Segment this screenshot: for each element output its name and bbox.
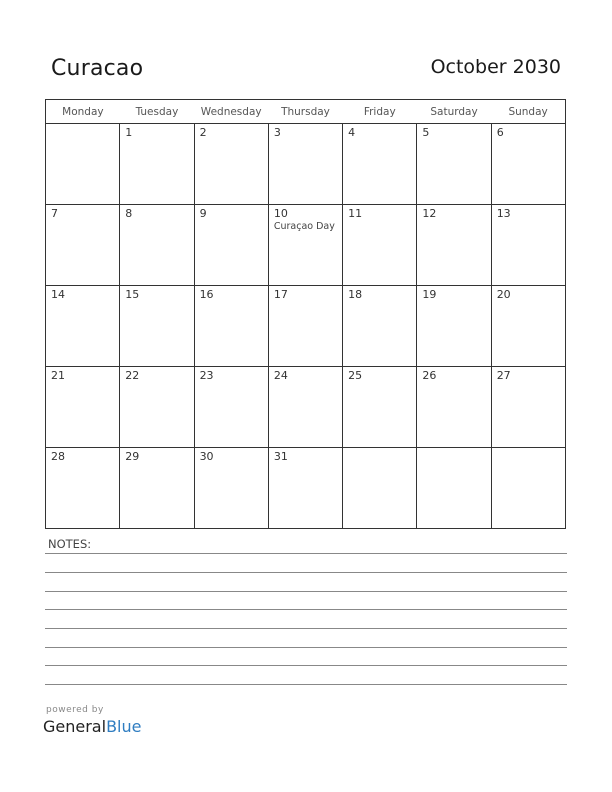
- day-cell: [194, 124, 268, 205]
- day-number: 7: [51, 207, 58, 220]
- calendar-country-title: Curacao: [51, 56, 144, 81]
- notes-line: [45, 665, 567, 666]
- weekday-friday: Friday: [343, 100, 417, 124]
- day-number: 28: [51, 450, 65, 463]
- brand-general: General: [43, 717, 107, 736]
- day-cell: [268, 448, 342, 529]
- day-number: 31: [273, 450, 288, 463]
- day-number: 6: [496, 126, 504, 139]
- day-number: 10: [273, 207, 288, 220]
- day-cell: [491, 367, 565, 448]
- generalblue-logo[interactable]: [43, 717, 141, 736]
- notes-line: [45, 591, 567, 592]
- day-cell: [120, 367, 194, 448]
- day-number: 3: [273, 126, 281, 139]
- week-row: [46, 124, 566, 205]
- calendar-month-title: October 2030: [430, 56, 561, 78]
- day-cell: [268, 205, 342, 286]
- day-cell: [194, 448, 268, 529]
- weekday-thursday: Thursday: [268, 100, 342, 124]
- day-cell: [194, 286, 268, 367]
- day-number: 19: [422, 288, 437, 301]
- day-cell: [417, 367, 491, 448]
- day-number: 15: [125, 288, 140, 301]
- notes-line: [45, 609, 567, 610]
- calendar-grid: [45, 99, 566, 529]
- day-cell: [120, 205, 194, 286]
- day-cell: [268, 286, 342, 367]
- day-cell: [417, 205, 491, 286]
- day-number: 23: [199, 369, 214, 382]
- day-cell: [491, 124, 565, 205]
- week-row: [46, 286, 566, 367]
- day-number: 14: [51, 288, 65, 301]
- day-number: 16: [199, 288, 214, 301]
- day-number: 22: [125, 369, 140, 382]
- day-cell: [120, 124, 194, 205]
- powered-by-text: powered by: [46, 705, 104, 715]
- day-number: 29: [125, 450, 140, 463]
- notes-label: NOTES:: [48, 537, 92, 551]
- weekday-saturday: Saturday: [417, 100, 491, 124]
- day-number: 20: [496, 288, 511, 301]
- day-cell: [120, 448, 194, 529]
- day-cell: [343, 124, 417, 205]
- weekday-monday: Monday: [46, 100, 120, 124]
- day-number: 17: [273, 288, 288, 301]
- day-number: 18: [348, 288, 363, 301]
- day-number: 8: [125, 207, 133, 220]
- day-number: 26: [422, 369, 437, 382]
- day-cell: [417, 286, 491, 367]
- day-number: 5: [422, 126, 430, 139]
- day-cell: [46, 205, 120, 286]
- day-cell: [46, 367, 120, 448]
- day-cell: [491, 205, 565, 286]
- notes-line: [45, 684, 567, 685]
- day-number: 1: [125, 126, 133, 139]
- day-number: 12: [422, 207, 437, 220]
- day-cell: [343, 448, 417, 529]
- day-number: 21: [51, 369, 65, 382]
- day-number: 30: [199, 450, 214, 463]
- day-cell: [268, 367, 342, 448]
- day-cell: [343, 286, 417, 367]
- day-cell: [417, 448, 491, 529]
- day-cell: [491, 448, 565, 529]
- day-number: 11: [348, 207, 363, 220]
- day-cell: [491, 286, 565, 367]
- day-cell: [120, 286, 194, 367]
- week-row: [46, 367, 566, 448]
- day-cell: [194, 205, 268, 286]
- weekday-wednesday: Wednesday: [194, 100, 268, 124]
- notes-line: [45, 553, 567, 554]
- day-number: 9: [199, 207, 207, 220]
- day-number: 2: [199, 126, 207, 139]
- day-cell: [343, 205, 417, 286]
- day-number: 4: [348, 126, 356, 139]
- day-cell: [46, 124, 120, 205]
- notes-line: [45, 647, 567, 648]
- day-cell: [268, 124, 342, 205]
- holiday-label: Curaçao Day: [273, 221, 335, 232]
- day-cell: [46, 286, 120, 367]
- day-cell: [194, 367, 268, 448]
- notes-line: [45, 572, 567, 573]
- weekday-tuesday: Tuesday: [120, 100, 194, 124]
- day-cell: [46, 448, 120, 529]
- week-row: [46, 448, 566, 529]
- notes-line: [45, 628, 567, 629]
- day-number: 24: [273, 369, 288, 382]
- brand-blue: Blue: [106, 717, 142, 736]
- weekday-header-row: [46, 100, 566, 124]
- day-number: 13: [496, 207, 511, 220]
- weekday-sunday: Sunday: [491, 100, 565, 124]
- day-cell: [343, 367, 417, 448]
- day-cell: [417, 124, 491, 205]
- day-number: 27: [496, 369, 511, 382]
- week-row: [46, 205, 566, 286]
- day-number: 25: [348, 369, 363, 382]
